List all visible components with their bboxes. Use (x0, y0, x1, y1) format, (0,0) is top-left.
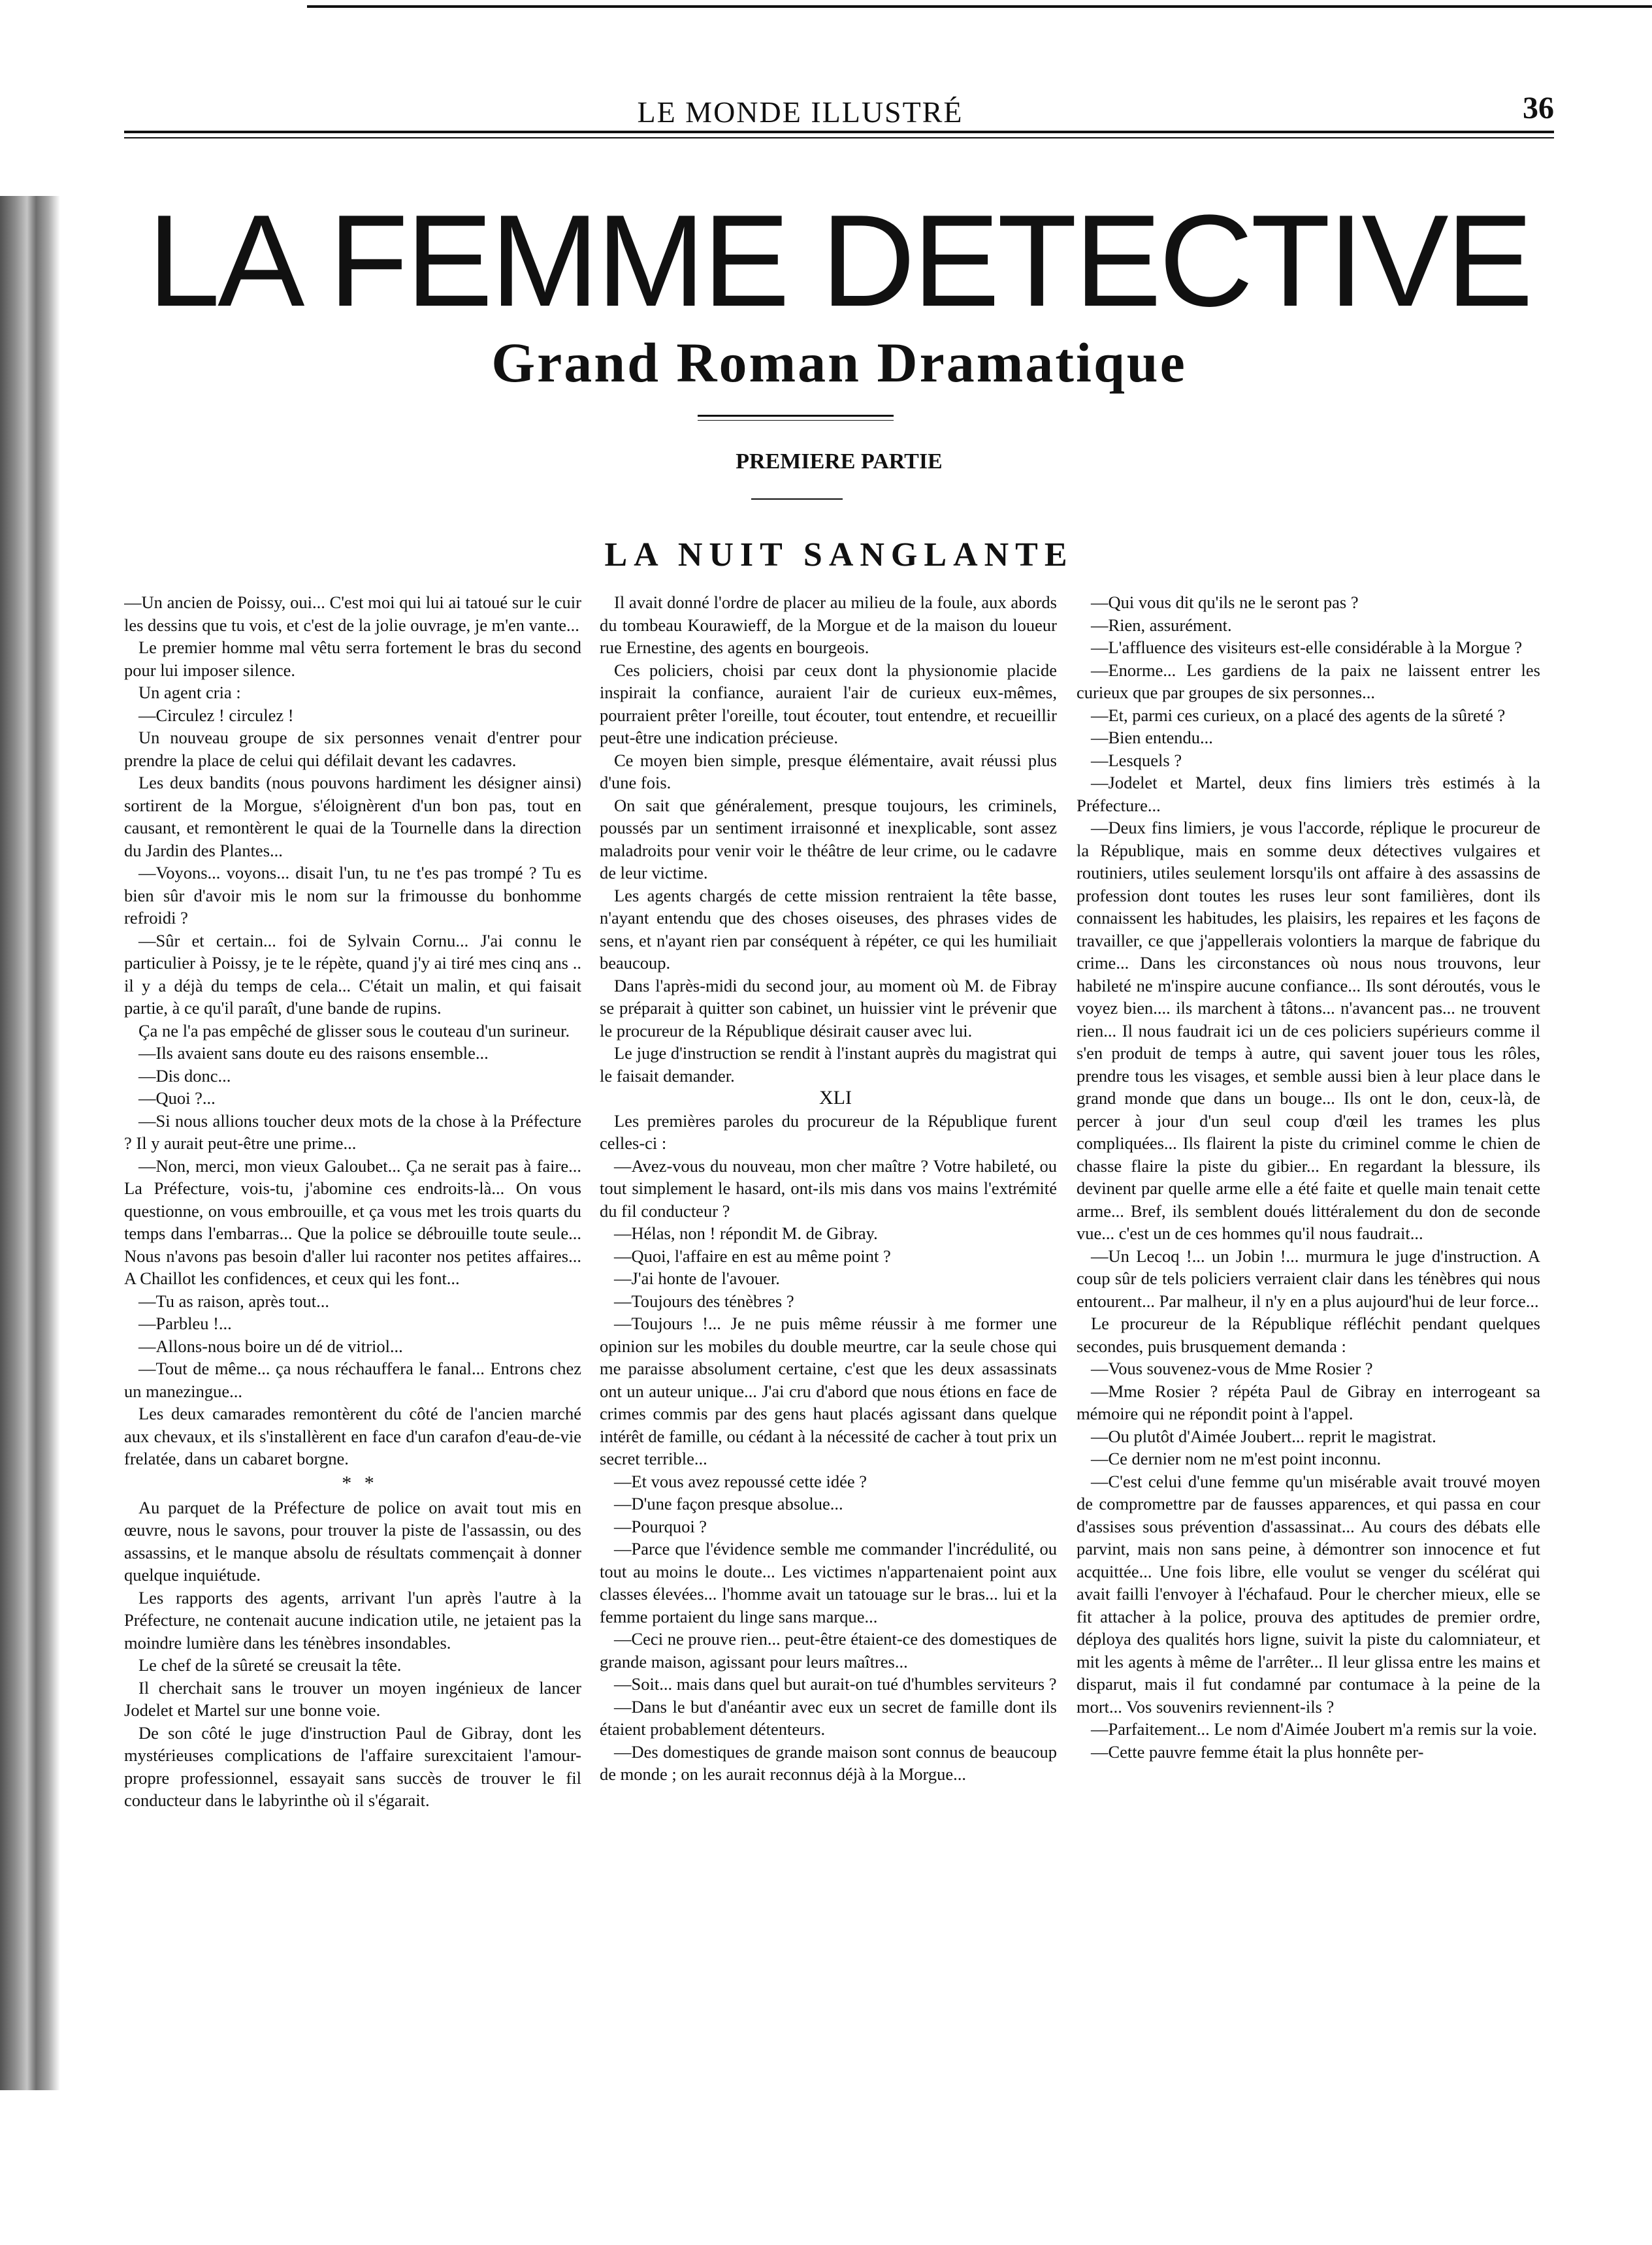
paragraph: —Avez-vous du nouveau, mon cher maître ? Votre habileté, ou tout simplement le hasard, ont-ils mis dans vos mains l'extrémité du fil conducteur ? (600, 1155, 1057, 1221)
paragraph: —Un ancien de Poissy, oui... C'est moi qui lui ai tatoué sur le cuir les dessins que tu vois, et c'est de la jolie ouvrage, je m'en vante... (124, 592, 581, 635)
paragraph: —Voyons... voyons... disait l'un, tu ne t'es pas trompé ? Tu es bien sûr d'avoir mis le nom sur la frimousse du bonhomme refroidi ? (124, 863, 581, 928)
paragraph: Un nouveau groupe de six personnes venait d'entrer pour prendre la place de celui qui défilait devant les cadavres. (124, 728, 581, 770)
paragraph: Les deux camarades remontèrent du côté de l'ancien marché aux chevaux, et ils s'installèrent en face d'un carafon d'eau-de-vie frelatée, dans un cabaret borgne. (124, 1404, 581, 1468)
paragraph: —Vous souvenez-vous de Mme Rosier ? (1091, 1359, 1373, 1378)
paragraph: —Tu as raison, après tout... (138, 1291, 329, 1311)
title-divider-thin (698, 420, 894, 421)
paragraph: Il cherchait sans le trouver un moyen ingénieux de lancer Jodelet et Martel sur une bonne voie. (124, 1677, 581, 1720)
paragraph: —Dis donc... (138, 1065, 231, 1086)
paragraph: —Allons-nous boire un dé de vitriol... (138, 1336, 403, 1356)
paragraph: —Enorme... Les gardiens de la paix ne laissent entrer les curieux que par groupes de six personnes... (1077, 660, 1540, 702)
paragraph: Les agents chargés de cette mission rentraient la tête basse, n'ayant entendu que des choses oiseuses, des phrases vides de sens, et n'ayant rien par conséquent à répéter, ce qui les humiliait beaucoup. (600, 885, 1057, 973)
chapter-title: LA NUIT SANGLANTE (604, 536, 1074, 573)
text-column-2 (600, 591, 1057, 2185)
paragraph: Le juge d'instruction se rendit à l'instant auprès du magistrat qui le faisait demander. (600, 1043, 1057, 1086)
paragraph: Le procureur de la République réfléchit pendant quelques secondes, puis brusquement demanda : (1077, 1314, 1540, 1356)
paragraph: —Ils avaient sans doute eu des raisons ensemble... (138, 1043, 489, 1063)
paragraph: —Ce dernier nom ne m'est point inconnu. (1091, 1449, 1382, 1468)
text-column-1 (124, 591, 581, 2185)
paragraph: —Hélas, non ! répondit M. de Gibray. (614, 1223, 878, 1243)
page-number: 36 (1523, 91, 1554, 125)
paragraph: —Toujours des ténèbres ? (614, 1291, 794, 1311)
paragraph: Dans l'après-midi du second jour, au moment où M. de Fibray se préparait à quitter son cabinet, un huissier vint le prévenir que le procureur de la République désirait causer avec lui. (600, 975, 1057, 1041)
paragraph: —Deux fins limiers, je vous l'accorde, réplique le procureur de la République, mais en somme deux détectives vulgaires et routiniers, utiles seulement lorsqu'ils ont affaire à des assassins de profession dont toutes les ruses leur sont familières, dont ils connaissent les habitudes, les plaisirs, les repaires et les façons de travailler, ce que j'appellerais volontiers la marque de fabrique du crime... Dans les circonstances où nous nous trouvons, leur habileté ne m'inspire aucune confiance... Ils sont déroutés, vous le voyez bien.... ils marchent à tâtons... n'avancent pas... ne trouvent rien... Il nous faudrait ici un de ces policiers supérieurs comme il s'en produit de temps à autre, qui savent jouer tous les rôles, prendre tous les visages, et semble aussi bien à leur place dans le grand monde que dans un bouge... Ils ont le don, ceux-là, de percer à jour d'un seul coup d'œil les trames les plus compliquées... Ils flairent la piste du criminel comme le chien de chasse flaire la piste du gibier... En regardant la blessure, ils devinent par quelle arme elle a été faite et quelle main tenait cette arme... Bref, ils semblent doués littéralement du don de seconde vue... c'est un de ces hommes qu'il nous faudrait... (1077, 818, 1540, 1243)
paragraph: Les premières paroles du procureur de la République furent celles-ci : (600, 1110, 1057, 1153)
paragraph: Un agent cria : (138, 683, 241, 702)
text-column-3 (1077, 591, 1540, 2185)
paragraph: —Toujours !... Je ne puis même réussir à me former une opinion sur les mobiles du double meurtre, car la seule chose qui me paraisse absolument certaine, c'est que les deux assassinats ont un auteur unique... J'ai cru d'abord que nous étions en face de crimes commis par des gens haut placés agissant dans quelque intérêt de famille, ou cédant à la nécessité de cacher à tout prix un secret terrible... (600, 1314, 1057, 1468)
paragraph: —Parbleu !... (138, 1314, 232, 1333)
paragraph: —Quoi, l'affaire en est au même point ? (614, 1246, 891, 1266)
running-title: LE MONDE ILLUSTRÉ (637, 95, 964, 129)
paragraph: —Circulez ! circulez ! (138, 705, 294, 725)
paragraph: —Un Lecoq !... un Jobin !... murmura le juge d'instruction. A coup sûr de tels policiers verraient clair dans les ténèbres qui nous entourent... Par malheur, il n'y en a plus aujourd'hui de leur force... (1077, 1246, 1540, 1311)
paragraph: —L'affluence des visiteurs est-elle considérable à la Morgue ? (1091, 638, 1523, 657)
paragraph: —Jodelet et Martel, deux fins limiers très estimés à la Préfecture... (1077, 773, 1540, 815)
header-rule (124, 131, 1554, 133)
page-edge-image (0, 196, 60, 2090)
paragraph: Les rapports des agents, arrivant l'un après l'autre à la Préfecture, ne contenait aucune indication utile, ne jetaient pas la moindre lumière dans les ténèbres insondables. (124, 1587, 581, 1653)
paragraph: —D'une façon presque absolue... (614, 1494, 843, 1513)
asterism-separator: * * (342, 1472, 378, 1494)
paragraph: —Et vous avez repoussé cette idée ? (614, 1471, 867, 1491)
paragraph: —Dans le but d'anéantir avec eux un secret de famille dont ils étaient probablement détenteurs. (600, 1696, 1057, 1739)
paragraph: —Tout de même... ça nous réchauffera le fanal... Entrons chez un manezingue... (124, 1359, 581, 1401)
paragraph: Le chef de la sûreté se creusait la tête. (138, 1655, 402, 1675)
paragraph: —Des domestiques de grande maison sont connus de beaucoup de monde ; on les aurait reconnus déjà à la Morgue... (600, 1741, 1057, 1784)
paragraph: —Parce que l'évidence semble me commander l'incrédulité, ou tout au moins le doute... Les victimes n'appartenaient point aux classes élevées... l'homme avait un tatouage sur le bras... lui et la femme portaient du linge sans marque... (600, 1539, 1057, 1626)
header-rule-thin (124, 137, 1554, 138)
paragraph: —Parfaitement... Le nom d'Aimée Joubert m'a remis sur la voie. (1091, 1719, 1537, 1739)
paragraph: Ce moyen bien simple, presque élémentaire, avait réussi plus d'une fois. (600, 750, 1057, 792)
subtitle: Grand Roman Dramatique (491, 331, 1187, 394)
paragraph: Il avait donné l'ordre de placer au milieu de la foule, aux abords du tombeau Kourawieff, de la Morgue et de la maison du loueur rue Ernestine, des agents en bourgeois. (600, 592, 1057, 657)
main-title: LA FEMME DETECTIVE (147, 188, 1531, 334)
paragraph: —J'ai honte de l'avouer. (614, 1268, 780, 1288)
section-heading: XLI (819, 1087, 852, 1108)
part-divider (751, 498, 843, 500)
title-divider (698, 415, 894, 417)
paragraph: Ces policiers, choisi par ceux dont la physionomie placide inspirait la confiance, auraient l'air de curieux eux-mêmes, pourraient prêter l'oreille, tout écouter, tout entendre, et recueillir peut-être une indication précieuse. (600, 660, 1057, 747)
paragraph: —Non, merci, mon vieux Galoubet... Ça ne serait pas à faire... La Préfecture, vois-tu, j'abomine ces endroits-là... On vous questionne, on vous embrouille, et ça vous met les trois quarts du temps dans l'embarras... Que la police se débrouille toute seule... Nous n'avons pas besoin d'aller lui raconter nos petites affaires... A Chaillot les confidences, et ceux qui les font... (124, 1155, 581, 1288)
paragraph: —Et, parmi ces curieux, on a placé des agents de la sûreté ? (1091, 705, 1506, 725)
paragraph: De son côté le juge d'instruction Paul de Gibray, dont les mystérieuses complications de l'affaire surexcitaient l'amour-propre professionnel, essayait sans succès de trouver le fil conducteur dans le labyrinthe où il s'égarait. (124, 1722, 581, 1810)
paragraph: —Sûr et certain... foi de Sylvain Cornu... J'ai connu le particulier à Poissy, je te le répète, quand j'y ai tiré mes cinq ans .. il y a déjà du temps de cela... C'était un malin, et qui faisait partie, à ce qu'il paraît, d'une bande de rupins. (124, 930, 581, 1018)
paragraph: —Pourquoi ? (614, 1516, 707, 1536)
paragraph: —Mme Rosier ? répéta Paul de Gibray en interrogeant sa mémoire qui ne répondit point à l'appel. (1077, 1381, 1540, 1423)
paragraph: Ça ne l'a pas empêché de glisser sous le couteau d'un surineur. (138, 1020, 570, 1041)
paragraph: —C'est celui d'une femme qu'un misérable avait trouvé moyen de compromettre par de fausses apparences, et qui passa en cour d'assises sous prévention d'assassinat... Au cours des débats elle parvint, mais non sans peine, à démontrer son innocence et fut acquittée... Une fois libre, elle voulut se venger du scélérat qui avait failli l'envoyer à l'échafaud. Pour le chercher mieux, elle se fit attacher à la police, prouva des aptitudes de premier ordre, déploya des qualités hors ligne, suivit la piste du calomniateur, et mit les agents à même de l'arrêter... Il leur glissa entre les mains et disparut, mais il fut condamné par contumace à la peine de la mort... Vos souvenirs reviennent-ils ? (1077, 1471, 1540, 1717)
paragraph: —Rien, assurément. (1091, 615, 1232, 635)
paragraph: —Quoi ?... (138, 1088, 216, 1108)
paragraph: —Ou plutôt d'Aimée Joubert... reprit le magistrat. (1091, 1426, 1436, 1446)
paragraph: Le premier homme mal vêtu serra fortement le bras du second pour lui imposer silence. (124, 638, 581, 680)
paragraph: —Si nous allions toucher deux mots de la chose à la Préfecture ? Il y aurait peut-être une prime... (124, 1110, 581, 1153)
paragraph: —Qui vous dit qu'ils ne le seront pas ? (1091, 592, 1359, 612)
paragraph: —Ceci ne prouve rien... peut-être étaient-ce des domestiques de grande maison, agissant pour leurs maîtres... (600, 1629, 1057, 1672)
part-label: PREMIERE PARTIE (736, 449, 943, 474)
paragraph: —Lesquels ? (1091, 750, 1182, 770)
paragraph: —Cette pauvre femme était la plus honnête per- (1091, 1741, 1424, 1762)
paragraph: —Soit... mais dans quel but aurait-on tué d'humbles serviteurs ? (614, 1674, 1057, 1694)
paragraph: —Bien entendu... (1091, 728, 1213, 747)
top-rule (307, 5, 1652, 8)
paragraph: On sait que généralement, presque toujours, les criminels, poussés par un sentiment irraisonné et inexplicable, sont assez maladroits pour venir voir le théâtre de leur crime, ou le cadavre de leur victime. (600, 795, 1057, 882)
paragraph: Au parquet de la Préfecture de police on avait tout mis en œuvre, nous le savons, pour trouver la piste de l'assassin, ou des assassins, et le manque absolu de résultats commençait à donner quelque inquiétude. (124, 1497, 581, 1585)
paragraph: Les deux bandits (nous pouvons hardiment les désigner ainsi) sortirent de la Morgue, s'éloignèrent d'un bon pas, tout en causant, et remontèrent le quai de la Tournelle dans la direction du Jardin des Plantes... (124, 773, 581, 860)
